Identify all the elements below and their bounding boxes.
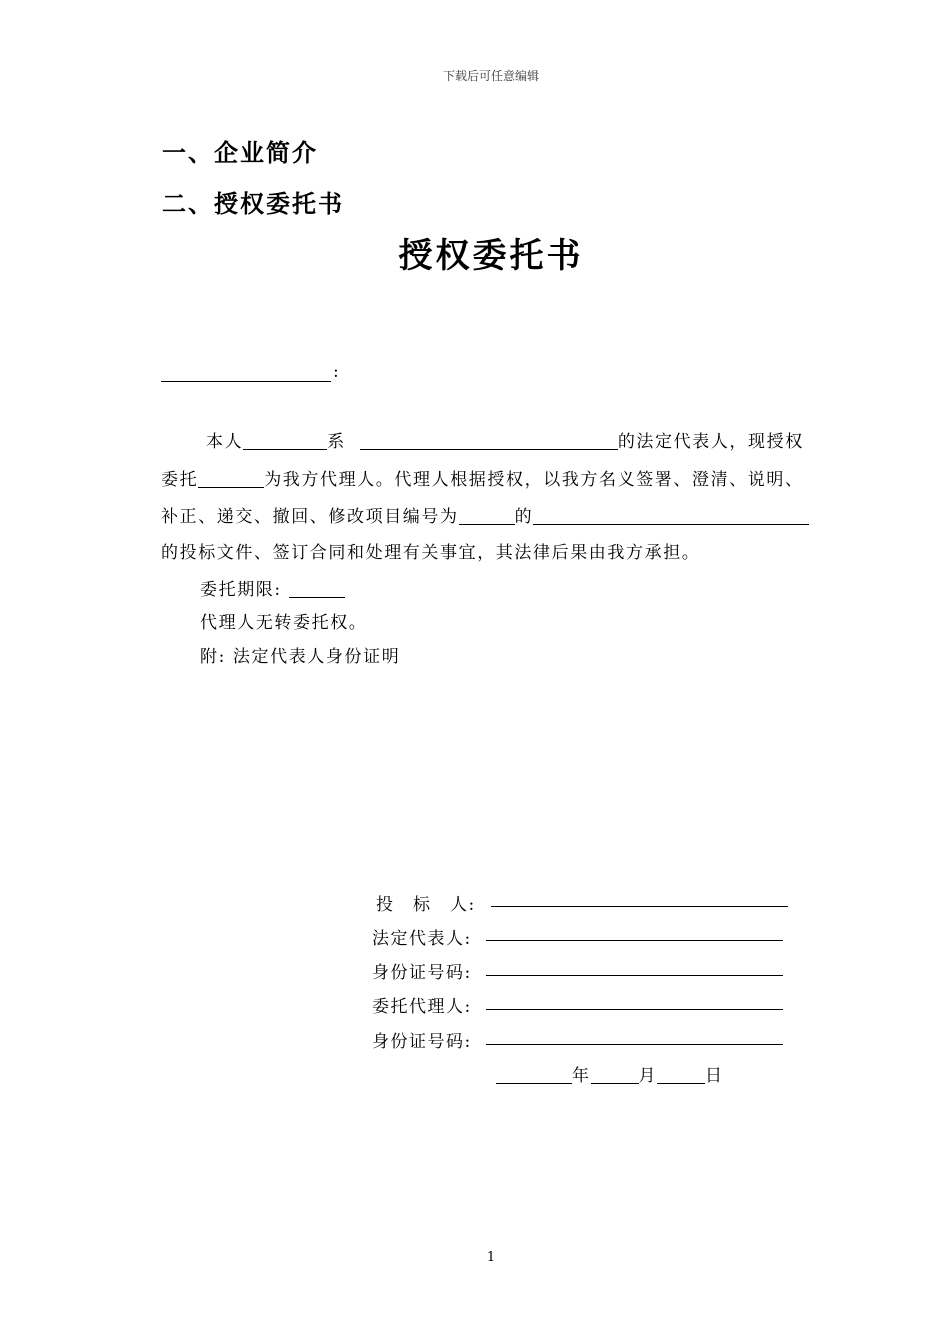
salutation-colon: : bbox=[333, 362, 341, 382]
text-project-no: 补正、递交、撤回、修改项目编号为 bbox=[161, 507, 459, 527]
period-blank bbox=[289, 580, 345, 598]
period-line bbox=[200, 580, 345, 599]
page-number: 1 bbox=[486, 1250, 496, 1265]
id-number-blank-1 bbox=[486, 975, 783, 976]
year-label: 年 bbox=[572, 1066, 591, 1086]
bidder-label: 投 标 人: bbox=[376, 895, 476, 915]
text-agent-scope: 为我方代理人。代理人根据授权，以我方名义签署、澄清、说明、 bbox=[264, 470, 804, 490]
bidder-blank bbox=[491, 906, 788, 907]
id-number-label-1: 身份证号码: bbox=[372, 963, 472, 983]
month-label: 月 bbox=[638, 1066, 657, 1086]
paragraph-line-3 bbox=[161, 507, 809, 526]
attachment-note: 附: 法定代表人身份证明 bbox=[200, 647, 401, 667]
agent-label: 委托代理人: bbox=[372, 997, 472, 1017]
day-label: 日 bbox=[705, 1066, 724, 1086]
legal-rep-label: 法定代表人: bbox=[372, 929, 472, 949]
text-legal-rep: 的法定代表人，现授权 bbox=[617, 432, 804, 452]
agent-blank bbox=[198, 470, 264, 488]
paragraph-line-4: 的投标文件、签订合同和处理有关事宜，其法律后果由我方承担。 bbox=[161, 543, 701, 563]
text-xi: 系 bbox=[327, 432, 346, 452]
period-label: 委托期限: bbox=[200, 580, 282, 600]
year-blank bbox=[496, 1066, 572, 1084]
header-note: 下载后可任意编辑 bbox=[442, 69, 539, 83]
name-blank bbox=[243, 432, 327, 450]
project-no-blank bbox=[459, 507, 515, 525]
id-number-blank-2 bbox=[486, 1044, 783, 1045]
id-number-label-2: 身份证号码: bbox=[372, 1032, 472, 1052]
day-blank bbox=[657, 1066, 705, 1084]
month-blank bbox=[591, 1066, 639, 1084]
text-benren: 本人 bbox=[206, 432, 244, 452]
project-name-blank bbox=[533, 507, 809, 525]
recipient-blank bbox=[161, 381, 331, 382]
paragraph-line-1 bbox=[206, 432, 804, 451]
legal-rep-blank bbox=[486, 940, 783, 941]
agent-sign-blank bbox=[486, 1009, 783, 1010]
text-weituo: 委托 bbox=[161, 470, 199, 490]
text-de: 的 bbox=[514, 507, 534, 527]
section-heading-authorization: 二、授权委托书 bbox=[162, 190, 344, 218]
section-heading-company-profile: 一、企业简介 bbox=[162, 139, 318, 167]
date-line bbox=[496, 1061, 724, 1086]
company-blank bbox=[360, 432, 618, 450]
no-sub-delegation: 代理人无转委托权。 bbox=[200, 613, 368, 633]
paragraph-line-2 bbox=[161, 470, 804, 489]
document-title: 授权委托书 bbox=[398, 236, 584, 276]
